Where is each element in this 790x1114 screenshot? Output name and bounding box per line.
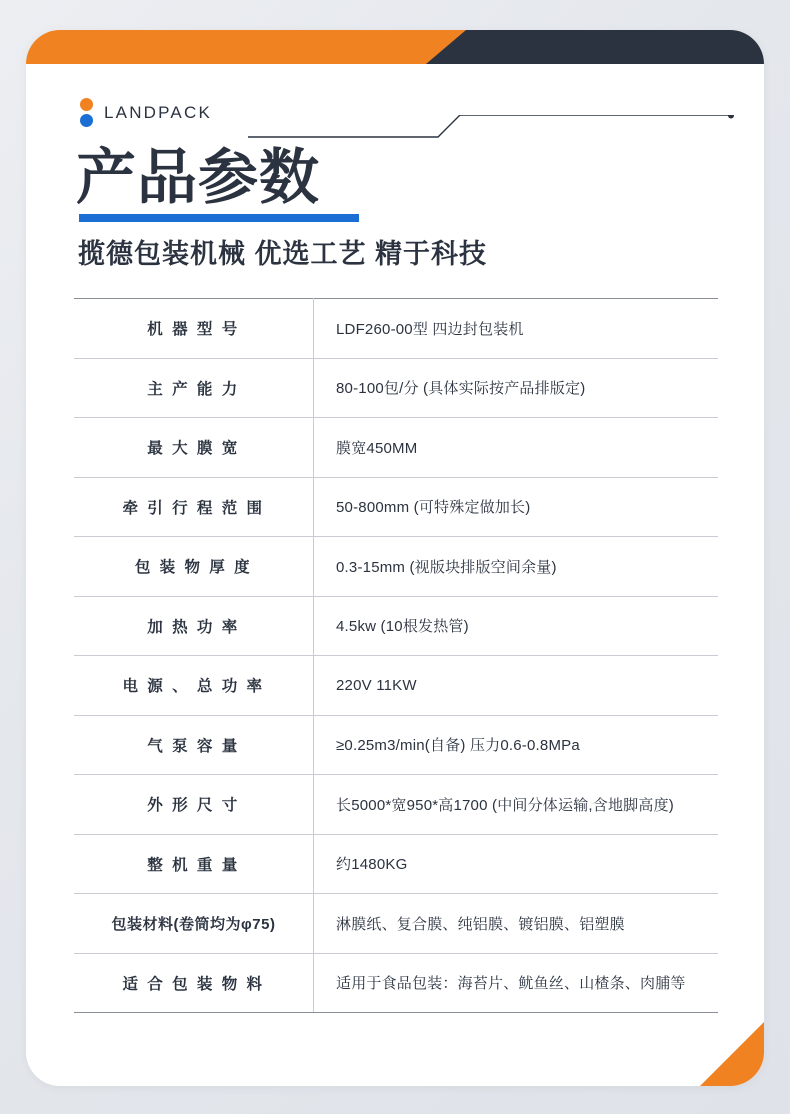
- brand-logo: [80, 98, 212, 128]
- orange-band: [26, 30, 466, 64]
- top-decoration-band: [26, 30, 764, 64]
- spec-value: 约1480KG: [314, 834, 719, 894]
- dark-band: [426, 30, 764, 64]
- spec-value: 膜宽450MM: [314, 418, 719, 478]
- brand-name: LANDPACK: [104, 103, 212, 122]
- table-row: [74, 894, 718, 954]
- table-row: [74, 418, 718, 478]
- spec-label: 外 形 尺 寸: [74, 775, 314, 835]
- spec-value: 220V 11KW: [314, 656, 719, 716]
- spec-value: 长5000*宽950*高1700 (中间分体运输,含地脚高度): [314, 775, 719, 835]
- title-underline: [79, 214, 359, 222]
- spec-label: 包 装 物 厚 度: [74, 537, 314, 597]
- header-accent-line: [248, 115, 735, 145]
- spec-value: ≥0.25m3/min(自备) 压力0.6-0.8MPa: [314, 715, 719, 775]
- spec-value: 0.3-15mm (视版块排版空间余量): [314, 537, 719, 597]
- table-row: [74, 775, 718, 835]
- spec-card: [26, 30, 764, 1086]
- spec-value: 50-800mm (可特殊定做加长): [314, 477, 719, 537]
- page-subtitle: 揽德包装机械 优选工艺 精于科技: [78, 239, 488, 269]
- spec-label: 包装材料(卷筒均为φ75): [74, 894, 314, 954]
- spec-value: 淋膜纸、复合膜、纯铝膜、镀铝膜、铝塑膜: [314, 894, 719, 954]
- spec-label: 适 合 包 装 物 料: [74, 953, 314, 1013]
- spec-label: 电 源 、 总 功 率: [74, 656, 314, 716]
- table-row: [74, 834, 718, 894]
- spec-label: 整 机 重 量: [74, 834, 314, 894]
- table-row: [74, 596, 718, 656]
- spec-value: 适用于食品包装：海苔片、鱿鱼丝、山楂条、肉脯等: [314, 953, 719, 1013]
- spec-label: 主 产 能 力: [74, 358, 314, 418]
- page-title: 产品参数: [76, 144, 320, 211]
- specification-table: [74, 298, 718, 1013]
- spec-label: 加 热 功 率: [74, 596, 314, 656]
- spec-label: 机 器 型 号: [74, 299, 314, 359]
- table-row: [74, 953, 718, 1013]
- spec-value: 4.5kw (10根发热管): [314, 596, 719, 656]
- spec-label: 牵 引 行 程 范 围: [74, 477, 314, 537]
- spec-value: 80-100包/分 (具体实际按产品排版定): [314, 358, 719, 418]
- spec-label: 气 泵 容 量: [74, 715, 314, 775]
- spec-value: LDF260-00型 四边封包装机: [314, 299, 719, 359]
- table-row: [74, 715, 718, 775]
- spec-label: 最 大 膜 宽: [74, 418, 314, 478]
- table-row: [74, 358, 718, 418]
- table-row: [74, 477, 718, 537]
- table-row: [74, 537, 718, 597]
- table-row: [74, 299, 718, 359]
- landpack-dots-icon: [80, 98, 93, 128]
- table-row: [74, 656, 718, 716]
- corner-triangle-decoration: [700, 1022, 764, 1086]
